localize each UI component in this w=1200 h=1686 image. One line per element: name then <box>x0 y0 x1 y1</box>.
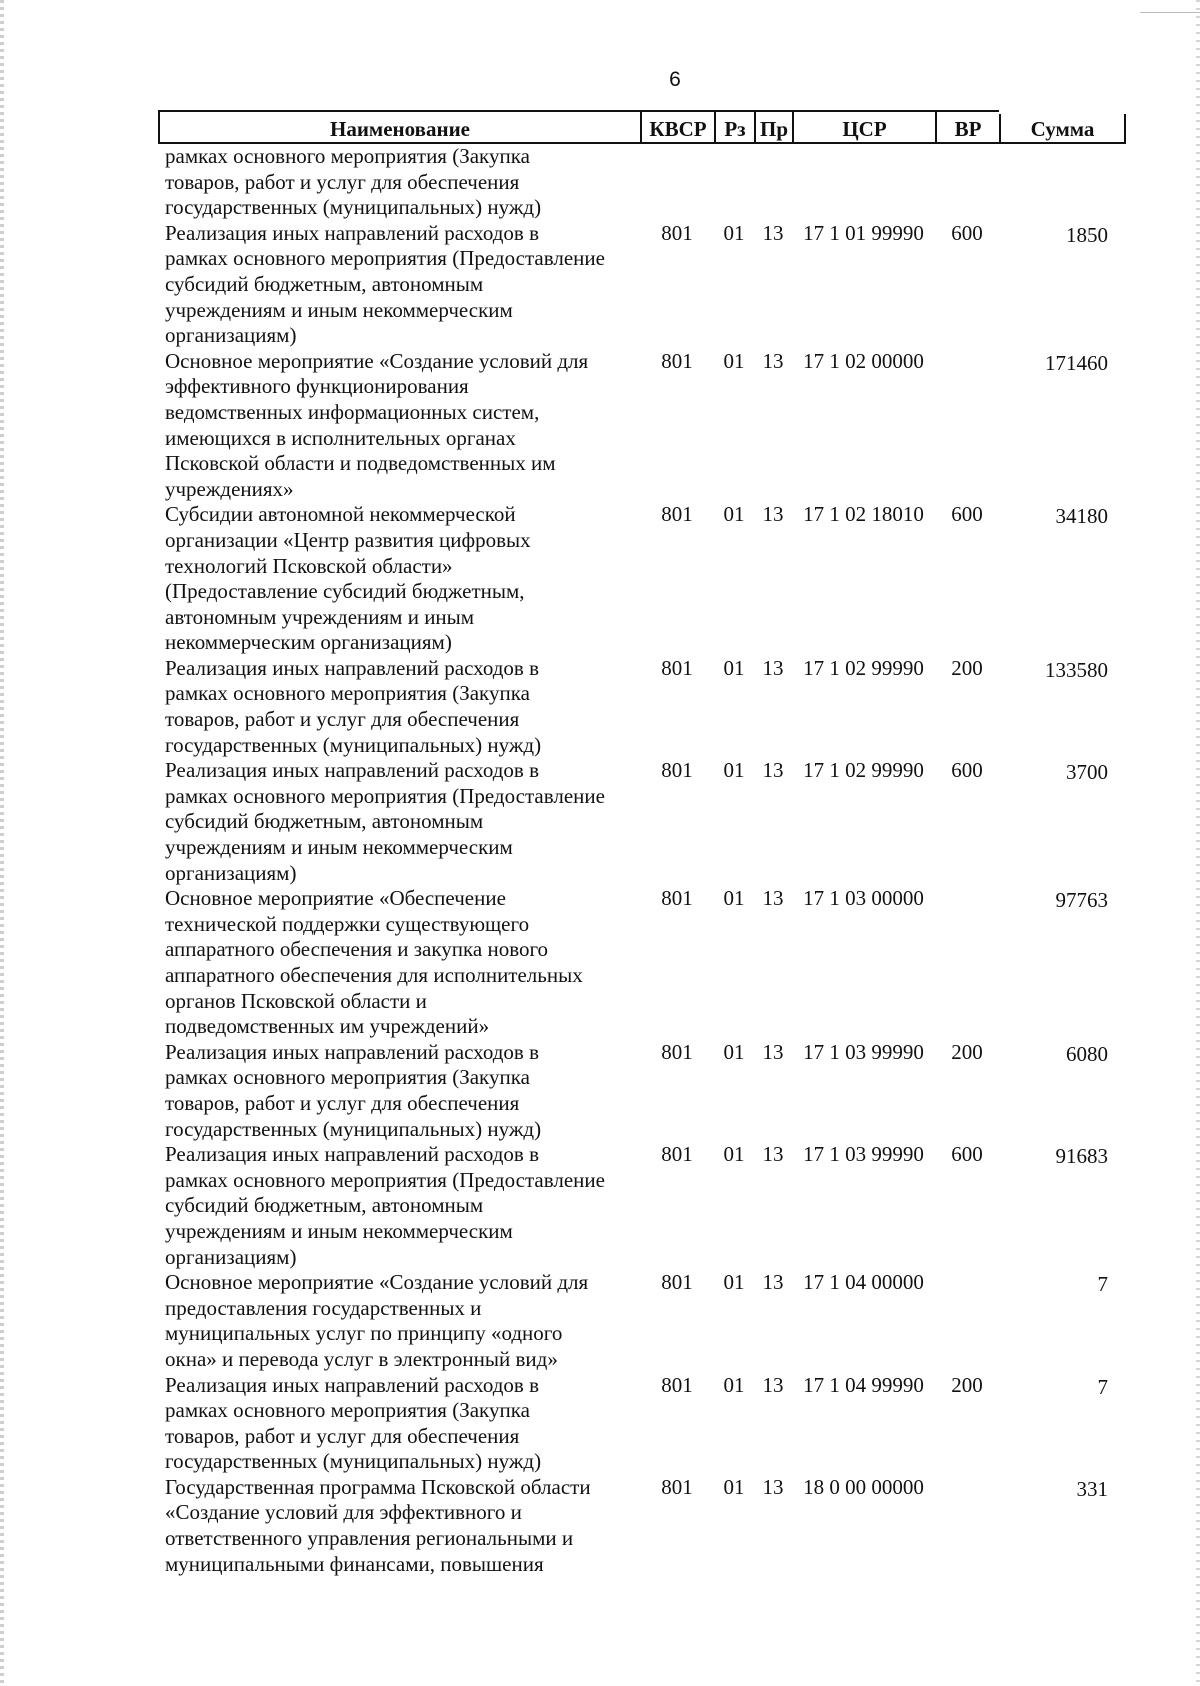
cell-kvsr: 801 <box>661 1039 693 1064</box>
cell-rz: 01 <box>723 1039 745 1064</box>
table-row <box>158 1142 1126 1270</box>
cell-sum: 6080 <box>1066 1041 1108 1066</box>
page-number: 6 <box>669 68 681 91</box>
cell-pr: 13 <box>762 1270 784 1295</box>
table-body <box>158 144 1126 1577</box>
cell-rz: 01 <box>723 655 745 680</box>
cell-name: Реализация иных направлений расходов в рамках основного мероприятия (Закупка товаров, работ и услуг для обеспечения государственных (муниципальных) нужд) <box>165 1372 542 1474</box>
header-vr: ВР <box>935 110 999 144</box>
cell-kvsr: 801 <box>661 758 693 783</box>
cell-csr: 17 1 03 99990 <box>803 1039 924 1064</box>
table-row <box>158 502 1126 656</box>
cell-rz: 01 <box>723 758 745 783</box>
header-sum: Сумма <box>999 114 1126 144</box>
cell-csr: 17 1 04 00000 <box>803 1270 924 1295</box>
cell-name: Основное мероприятие «Создание условий для эффективного функционирования ведомственных информационных систем, имеющихся в исполнительных органах Псковской области и подведомственных им учреждениях» <box>165 348 589 501</box>
cell-kvsr: 801 <box>661 886 693 911</box>
cell-pr: 13 <box>762 1039 784 1064</box>
table-row <box>158 1373 1126 1475</box>
scan-edge-right <box>1196 0 1200 1686</box>
header-pr: Пр <box>754 110 792 144</box>
cell-vr: 200 <box>951 655 983 680</box>
cell-csr: 17 1 03 00000 <box>803 886 924 911</box>
cell-name: Реализация иных направлений расходов в рамках основного мероприятия (Предоставление субсидий бюджетным, автономным учреждениям и иным некоммерческим организациям) <box>165 758 605 885</box>
cell-rz: 01 <box>723 502 745 527</box>
table-row <box>158 886 1126 1040</box>
cell-name: Реализация иных направлений расходов в рамках основного мероприятия (Закупка товаров, работ и услуг для обеспечения государственных (муниципальных) нужд) <box>165 1039 542 1141</box>
cell-csr: 17 1 02 18010 <box>803 502 924 527</box>
cell-vr: 600 <box>951 502 983 527</box>
cell-vr: 600 <box>951 1142 983 1167</box>
scan-corner-mark <box>1140 0 1200 13</box>
cell-kvsr: 801 <box>661 1270 693 1295</box>
cell-name: Основное мероприятие «Создание условий для предоставления государственных и муниципальных услуг по принципу «одного окна» и перевода услуг в электронный вид» <box>165 1270 589 1371</box>
cell-name: Государственная программа Псковской области «Создание условий для эффективного и ответственного управления региональными и муниципальными финансами, повышения <box>165 1474 591 1576</box>
cell-csr: 17 1 02 99990 <box>803 655 924 680</box>
cell-vr: 200 <box>951 1039 983 1064</box>
table-row <box>158 144 1126 221</box>
cell-pr: 13 <box>762 1142 784 1167</box>
cell-pr: 13 <box>762 655 784 680</box>
table-row <box>158 1040 1126 1142</box>
cell-name: Реализация иных направлений расходов в рамках основного мероприятия (Предоставление субсидий бюджетным, автономным учреждениям и иным некоммерческим организациям) <box>165 220 605 348</box>
cell-sum: 34180 <box>1055 504 1108 529</box>
cell-csr: 17 1 04 99990 <box>803 1372 924 1397</box>
cell-name: Реализация иных направлений расходов в рамках основного мероприятия (Закупка товаров, работ и услуг для обеспечения государственных (муниципальных) нужд) <box>165 655 542 757</box>
header-csr: ЦСР <box>792 110 935 144</box>
cell-kvsr: 801 <box>661 655 693 680</box>
cell-kvsr: 801 <box>661 1142 693 1167</box>
table-row <box>158 349 1126 503</box>
cell-pr: 13 <box>762 502 784 527</box>
cell-name: рамках основного мероприятия (Закупка товаров, работ и услуг для обеспечения государственных (муниципальных) нужд) <box>165 144 542 220</box>
cell-name: Основное мероприятие «Обеспечение технической поддержки существующего аппаратного обеспечения и закупка нового аппаратного обеспечения для исполнительных органов Псковской области и подведомственных им учреждений» <box>165 886 583 1039</box>
cell-rz: 01 <box>723 1270 745 1295</box>
table-row <box>158 758 1126 886</box>
table-row <box>158 1270 1126 1372</box>
cell-csr: 17 1 01 99990 <box>803 220 924 245</box>
cell-rz: 01 <box>723 1474 745 1499</box>
header-rz: Рз <box>714 110 754 144</box>
table-row <box>158 221 1126 349</box>
cell-sum: 97763 <box>1055 888 1108 913</box>
table-row <box>158 656 1126 758</box>
cell-kvsr: 801 <box>661 1474 693 1499</box>
cell-sum: 7 <box>1097 1272 1108 1297</box>
cell-sum: 133580 <box>1045 657 1108 682</box>
scan-edge-left <box>0 0 4 1686</box>
cell-kvsr: 801 <box>661 502 693 527</box>
cell-sum: 91683 <box>1055 1144 1108 1169</box>
cell-csr: 17 1 02 99990 <box>803 758 924 783</box>
cell-rz: 01 <box>723 886 745 911</box>
header-name: Наименование <box>158 110 640 144</box>
cell-kvsr: 801 <box>661 348 693 373</box>
cell-rz: 01 <box>723 1142 745 1167</box>
cell-csr: 17 1 03 99990 <box>803 1142 924 1167</box>
cell-pr: 13 <box>762 886 784 911</box>
header-sum-top-rule <box>999 110 1126 112</box>
cell-pr: 13 <box>762 1474 784 1499</box>
cell-rz: 01 <box>723 220 745 245</box>
cell-pr: 13 <box>762 348 784 373</box>
header-kvsr: КВСР <box>640 110 714 144</box>
cell-pr: 13 <box>762 1372 784 1397</box>
table-row <box>158 1475 1126 1577</box>
cell-vr: 200 <box>951 1372 983 1397</box>
cell-kvsr: 801 <box>661 220 693 245</box>
cell-vr: 600 <box>951 220 983 245</box>
cell-csr: 18 0 00 00000 <box>803 1474 924 1499</box>
cell-kvsr: 801 <box>661 1372 693 1397</box>
cell-rz: 01 <box>723 1372 745 1397</box>
cell-sum: 3700 <box>1066 760 1108 785</box>
cell-csr: 17 1 02 00000 <box>803 348 924 373</box>
cell-name: Реализация иных направлений расходов в рамках основного мероприятия (Предоставление субсидий бюджетным, автономным учреждениям и иным некоммерческим организациям) <box>165 1142 605 1269</box>
cell-sum: 331 <box>1076 1476 1108 1501</box>
table-header <box>158 110 1126 144</box>
cell-name: Субсидии автономной некоммерческой организации «Центр развития цифровых технологий Псковской области» (Предоставление субсидий бюджетным, автономным учреждениям и иным некоммерческим организациям) <box>165 502 531 655</box>
cell-pr: 13 <box>762 220 784 245</box>
cell-sum: 171460 <box>1045 350 1108 375</box>
cell-rz: 01 <box>723 348 745 373</box>
cell-pr: 13 <box>762 758 784 783</box>
cell-vr: 600 <box>951 758 983 783</box>
cell-sum: 7 <box>1097 1374 1108 1399</box>
cell-sum: 1850 <box>1066 222 1108 247</box>
